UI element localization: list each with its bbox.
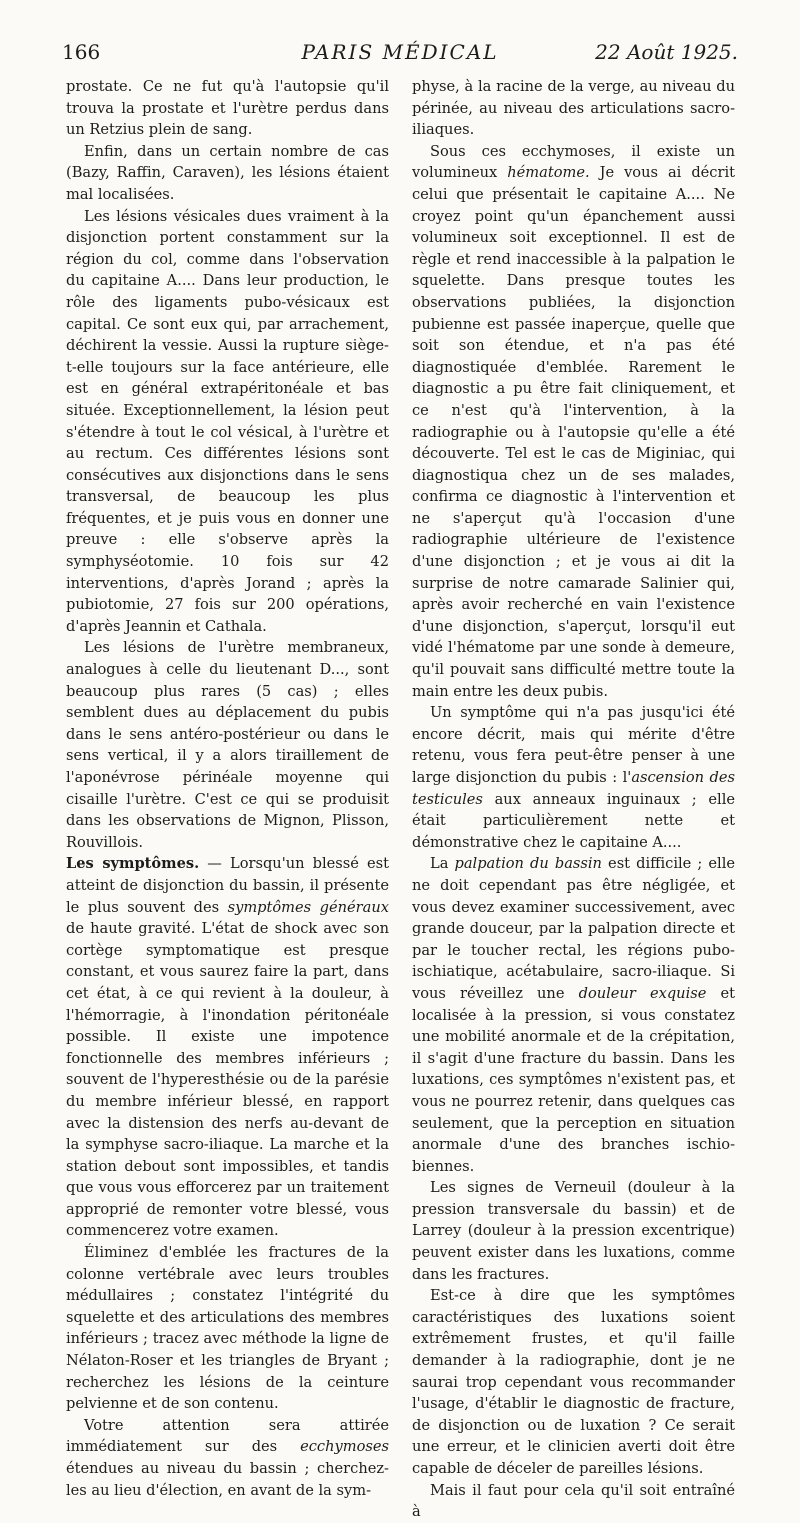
paragraph: Les lésions de l'urètre membraneux, analogues à celle du lieutenant D..., sont beaucoup plus rares (5 cas) ; elles semblent dues au déplacement du pubis dans le sens antéro-postérieur ou dans le sens vertical, il y a alors tiraillement de l'aponévrose périnéale moyenne qui cisaille l'urètre. C'est ce qui se produisit dans les observations de Mignon, Plisson, Rouvillois.	[66, 639, 389, 851]
text-run: La	[430, 855, 455, 873]
paragraph: Les lésions vésicales dues vraiment à la disjonction portent constamment sur la région du col, comme dans l'observation du capitaine A.... Dans leur production, le rôle des ligaments pubo-vésicaux est capital. Ce sont eux qui, par arrachement, déchirent la vessie. Aussi la rupture siège-t-elle toujours sur la face antérieure, elle est en général extrapéritonéale et bas située. Exceptionnellement, la lésion peut s'étendre à tout le col vésical, à l'urètre et au rectum. Ces différentes lésions sont consécutives aux disjonctions dans le sens transversal, de beaucoup les plus fréquentes, et je puis vous en donner une preuve : elle s'observe après la symphyséotomie. 10 fois sur 42 interventions, d'après Jorand ; après la pubiotomie, 27 fois sur 200 opérations, d'après Jeannin et Cathala.	[66, 207, 389, 635]
paragraph: Enfin, dans un certain nombre de cas (Bazy, Raffin, Caraven), les lésions étaient mal localisées.	[66, 142, 389, 203]
paragraph: Les signes de Verneuil (douleur à la pression transversale du bassin) et de Larrey (douleur à la pression excentrique) peuvent exister dans les luxations, comme dans les fractures.	[412, 1179, 735, 1283]
paragraph	[66, 1415, 389, 1501]
issue-date: 22 Août 1925.	[595, 40, 738, 64]
emphasis: hématome.	[507, 164, 590, 182]
text-run: de haute gravité. L'état de shock avec son cortège symptomatique est presque constant, et vous saurez faire la part, dans cet état, à ce qui revient à la douleur, à l'hémorragie, à l'inondation péritonéale possible. Il existe une impotence fonctionnelle des membres inférieurs ; souvent de l'hyperesthésie ou de la parésie du membre inférieur blessé, en rapport avec la distension des nerfs au-devant de la symphyse sacro-iliaque. La marche et la station debout sont impossibles, et tandis que vous vous efforcerez par un traitement approprié de remonter votre blessé, vous commencerez votre examen.	[66, 920, 389, 1240]
text-run: est difficile ; elle ne doit cependant pas être négligée, et vous devez examiner successivement, avec grande douceur, par la palpation directe et par le toucher rectal, les régions pubo-ischiatique, acétabulaire, sacro-iliaque. Si vous réveillez une	[412, 855, 736, 1002]
paragraph: Éliminez d'emblée les fractures de la colonne vertébrale avec leurs troubles médullaires ; constatez l'intégrité du squelette et des articulations des membres inférieurs ; tracez avec méthode la ligne de Nélaton-Roser et les triangles de Bryant ; recherchez les lésions de la ceinture pelvienne et de son contenu.	[66, 1244, 389, 1413]
text-run: et localisée à la pression, si vous constatez une mobilité anormale et de la crépitation, il s'agit d'une fracture du bassin. Dans les luxations, ces symptômes n'existent pas, et vous ne pourrez retenir, dans quelques cas seulement, que la perception en situation anormale d'une des branches ischio-biennes.	[412, 984, 736, 1175]
text-run: Un symptôme qui n'a pas jusqu'ici été encore décrit, mais qui mérite d'être retenu, vous fera peut-être penser à une large disjonction du pubis : l'	[412, 704, 735, 786]
section-heading: Les symptômes.	[66, 855, 200, 873]
emphasis: douleur exquise	[578, 984, 707, 1002]
text-run: — Lorsqu'un blessé est atteint de disjonction du bassin, il présente le plus souvent des	[66, 855, 389, 916]
journal-title: PARIS MÉDICAL	[301, 40, 499, 64]
paragraph: prostate. Ce ne fut qu'à l'autopsie qu'il trouva la prostate et l'urètre perdus dans un Retzius plein de sang.	[66, 78, 389, 139]
paragraph: physe, à la racine de la verge, au niveau du périnée, au niveau des articulations sacro-iliaques.	[412, 78, 735, 139]
text-run: étendues au niveau du bassin ; cherchez-les au lieu d'élection, en avant de la sym-	[66, 1460, 389, 1499]
emphasis: palpation du bassin	[454, 855, 602, 873]
paragraph	[412, 853, 735, 1177]
page-number: 166	[62, 40, 101, 64]
symptoms-paragraph	[66, 853, 389, 1242]
emphasis: ecchymoses	[300, 1438, 389, 1456]
paragraph	[412, 702, 735, 853]
text-run: aux anneaux inguinaux ; elle était particulièrement nette et démonstrative chez le capitaine A....	[412, 790, 735, 851]
text-run: Sous ces ecchymoses, il existe un volumineux	[412, 142, 735, 182]
text-run: Je vous ai décrit celui que présentait le capitaine A.... Ne croyez point qu'un épanchement aussi volumineux soit exceptionnel. Il est de règle et rend inaccessible à la palpation le squelette. Dans presque toutes les observations publiées, la disjonction pubienne est passée inaperçue, quelle que soit son étendue, et n'a pas été diagnostiquée d'emblée. Rarement le diagnostic a pu être fait cliniquement, et ce n'est qu'à l'intervention, à la radiographie ou à l'autopsie qu'elle a été découverte. Tel est le cas de Miginiac, qui diagnostiqua chez un de ses malades, confirma ce diagnostic à l'intervention et ne s'aperçut qu'à l'occasion d'une radiographie ultérieure de l'existence d'une disjonction ; et je vous ai dit la surprise de notre camarade Salinier qui, après avoir recherché en vain l'existence d'une disjonction, s'aperçut, lorsqu'il eut vidé l'hématome par une sonde à demeure, qu'il pouvait sans difficulté mettre toute la main entre les deux pubis.	[412, 164, 735, 700]
emphasis: symptômes généraux	[227, 898, 389, 916]
page-header	[62, 40, 738, 66]
text-run: Votre attention sera attirée immédiatement sur des	[66, 1416, 389, 1456]
paragraph: Est-ce à dire que les symptômes caractéristiques des luxations soient extrêmement frustes, et qu'il faille demander à la radiographie, dont je ne saurai trop cependant vous recommander l'usage, d'établir le diagnostic de fracture, de disjonction ou de luxation ? Ce serait une erreur, et le clinicien averti doit être capable de déceler de pareilles lésions.	[412, 1287, 735, 1477]
paragraph	[412, 141, 735, 702]
right-column	[412, 76, 735, 1523]
emphasis: ascension des testicules	[412, 769, 735, 808]
paragraph: Mais il faut pour cela qu'il soit entraîné à	[412, 1481, 735, 1521]
left-column	[66, 76, 389, 1501]
